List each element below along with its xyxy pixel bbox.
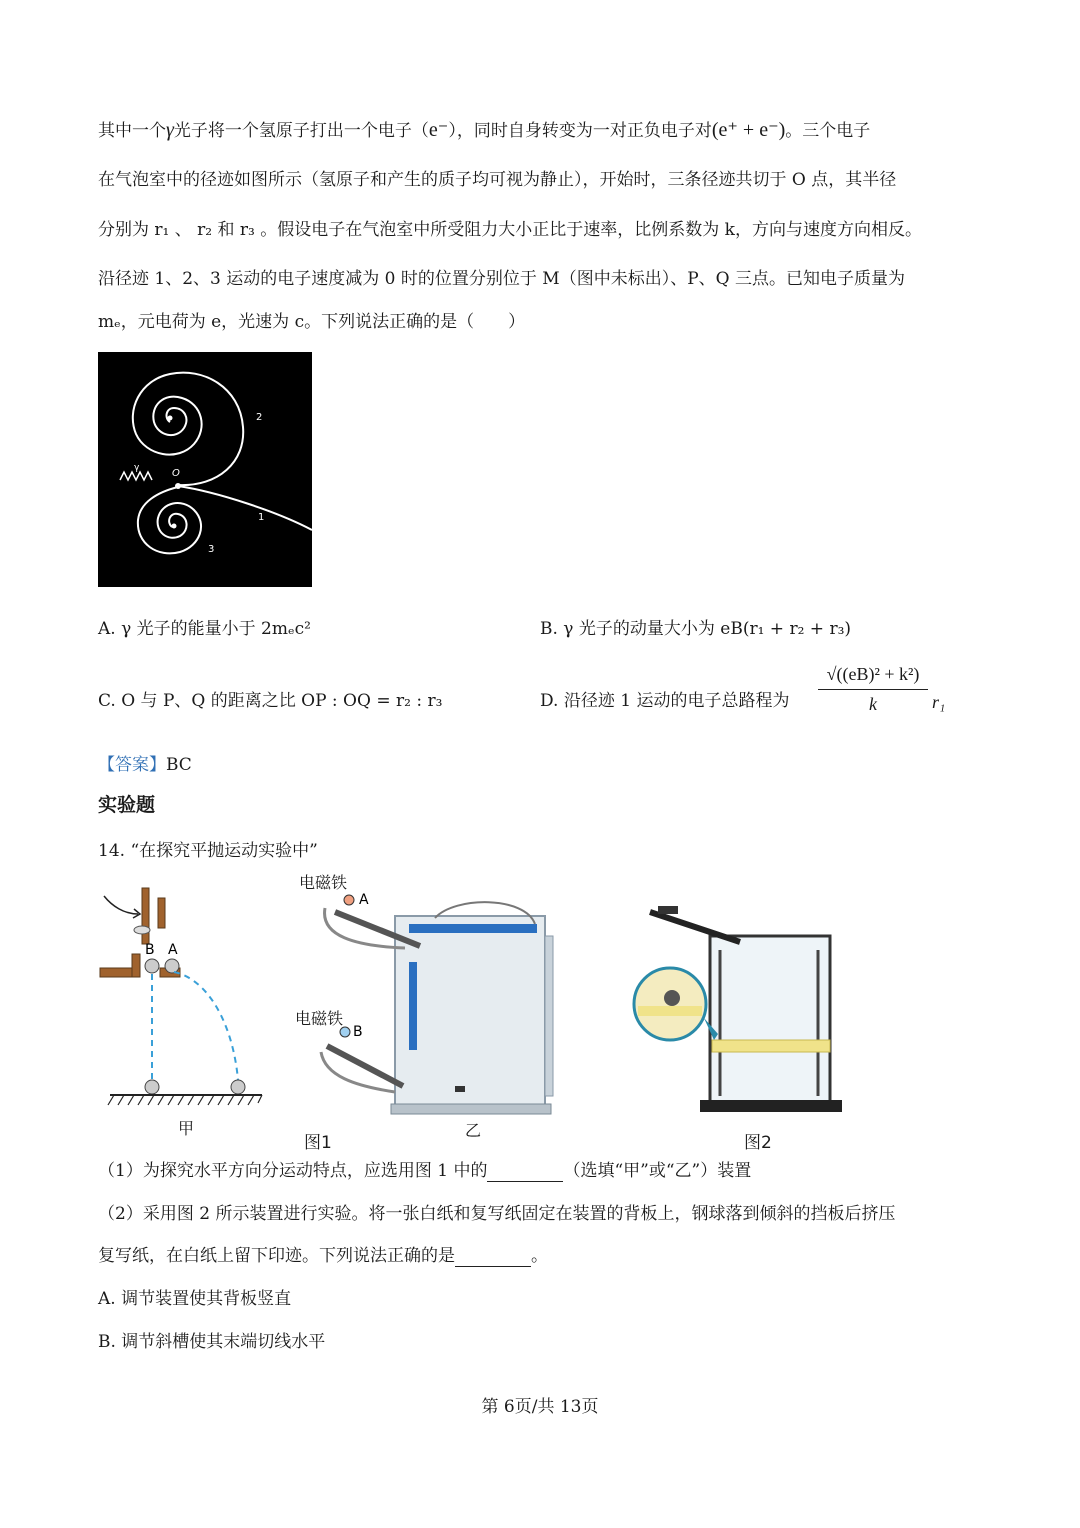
question-line-5: mₑ，元电荷为 e，光速为 c。下列说法正确的是（ ） <box>98 312 526 332</box>
q14-title: 14. “在探究平抛运动实验中” <box>98 841 318 861</box>
option-a: A. γ 光子的能量小于 2mₑc² <box>98 619 311 639</box>
jia-label-a: A <box>168 942 178 958</box>
figure-2-caption: 图2 <box>744 1133 772 1153</box>
figure-jia <box>98 884 268 1144</box>
section-title: 实验题 <box>98 794 156 816</box>
sub-question-1: （1）为探究水平方向分运动特点，应选用图 1 中的 （选填“甲”或“乙”）装置 <box>98 1161 752 1181</box>
question-line-2: 在气泡室中的径迹如图所示（氢原子和产生的质子均可视为静止），开始时，三条径迹共切于 O 点，其半径 <box>98 170 897 190</box>
question-line-3: 分别为 r₁ 、 r₂ 和 r₃ 。假设电子在气泡室中所受阻力大小正比于速率，比例系数为 k，方向与速度方向相反。 <box>98 220 922 240</box>
answer <box>98 750 192 775</box>
figure-yi-caption: 乙 <box>465 1121 482 1140</box>
label-o: O <box>172 468 180 479</box>
question-line-1: 其中一个γ光子将一个氢原子打出一个电子（e⁻），同时自身转变为一对正负电子对(e⁺ + e⁻)。三个电子 <box>98 119 871 141</box>
option-d-text: D. 沿径迹 1 运动的电子总路程为 <box>540 691 790 711</box>
option-d-denominator: k <box>869 694 877 714</box>
yi-magnet-a-label: 电磁铁 <box>299 873 348 892</box>
blank-2[interactable] <box>455 1250 531 1267</box>
figure-2 <box>630 900 850 1125</box>
choice-b: B. 调节斜槽使其末端切线水平 <box>98 1332 326 1352</box>
figure-yi <box>295 866 565 1146</box>
option-d-fraction <box>818 664 928 715</box>
figure-2-drawing <box>630 900 850 1125</box>
label-track-1: 1 <box>258 512 265 523</box>
answer-tag: 【答案】 <box>98 755 166 775</box>
label-track-2: 2 <box>256 412 263 423</box>
sub-question-2-line-2: 复写纸，在白纸上留下印迹。下列说法正确的是 。 <box>98 1246 548 1266</box>
option-d-suffix: r₁ <box>932 692 946 712</box>
yi-label-b: B <box>353 1024 363 1040</box>
yi-label-a: A <box>359 892 369 908</box>
figure-jia-drawing <box>98 884 268 1114</box>
electron-tracks <box>98 352 312 587</box>
option-b: B. γ 光子的动量大小为 eB(r₁ + r₂ + r₃) <box>540 619 852 639</box>
option-d <box>540 686 789 711</box>
answer-value: BC <box>166 755 192 775</box>
question-line-4: 沿径迹 1、2、3 运动的电子速度减为 0 时的位置分别位于 M（图中未标出）、P、Q 三点。已知电子质量为 <box>98 269 905 289</box>
option-c: C. O 与 P、Q 的距离之比 OP : OQ = r₂ : r₃ <box>98 691 443 711</box>
label-gamma: γ <box>134 463 140 473</box>
sub-question-2-line-1: （2）采用图 2 所示装置进行实验。将一张白纸和复写纸固定在装置的背板上，钢球落到倾斜的挡板后挤压 <box>98 1204 896 1224</box>
option-d-numerator: √((eB)² + k²) <box>818 664 928 690</box>
figure-yi-drawing <box>295 866 565 1116</box>
label-track-3: 3 <box>208 544 215 555</box>
yi-magnet-b-label: 电磁铁 <box>295 1009 344 1028</box>
choice-a: A. 调节装置使其背板竖直 <box>98 1289 292 1309</box>
figure-1-caption: 图1 <box>304 1133 332 1153</box>
figure-jia-caption: 甲 <box>178 1119 195 1138</box>
jia-label-b: B <box>145 942 155 958</box>
page-footer: 第 6页/共 13页 <box>481 1397 599 1417</box>
bubble-chamber-figure <box>98 352 312 587</box>
blank-1[interactable] <box>487 1165 563 1182</box>
